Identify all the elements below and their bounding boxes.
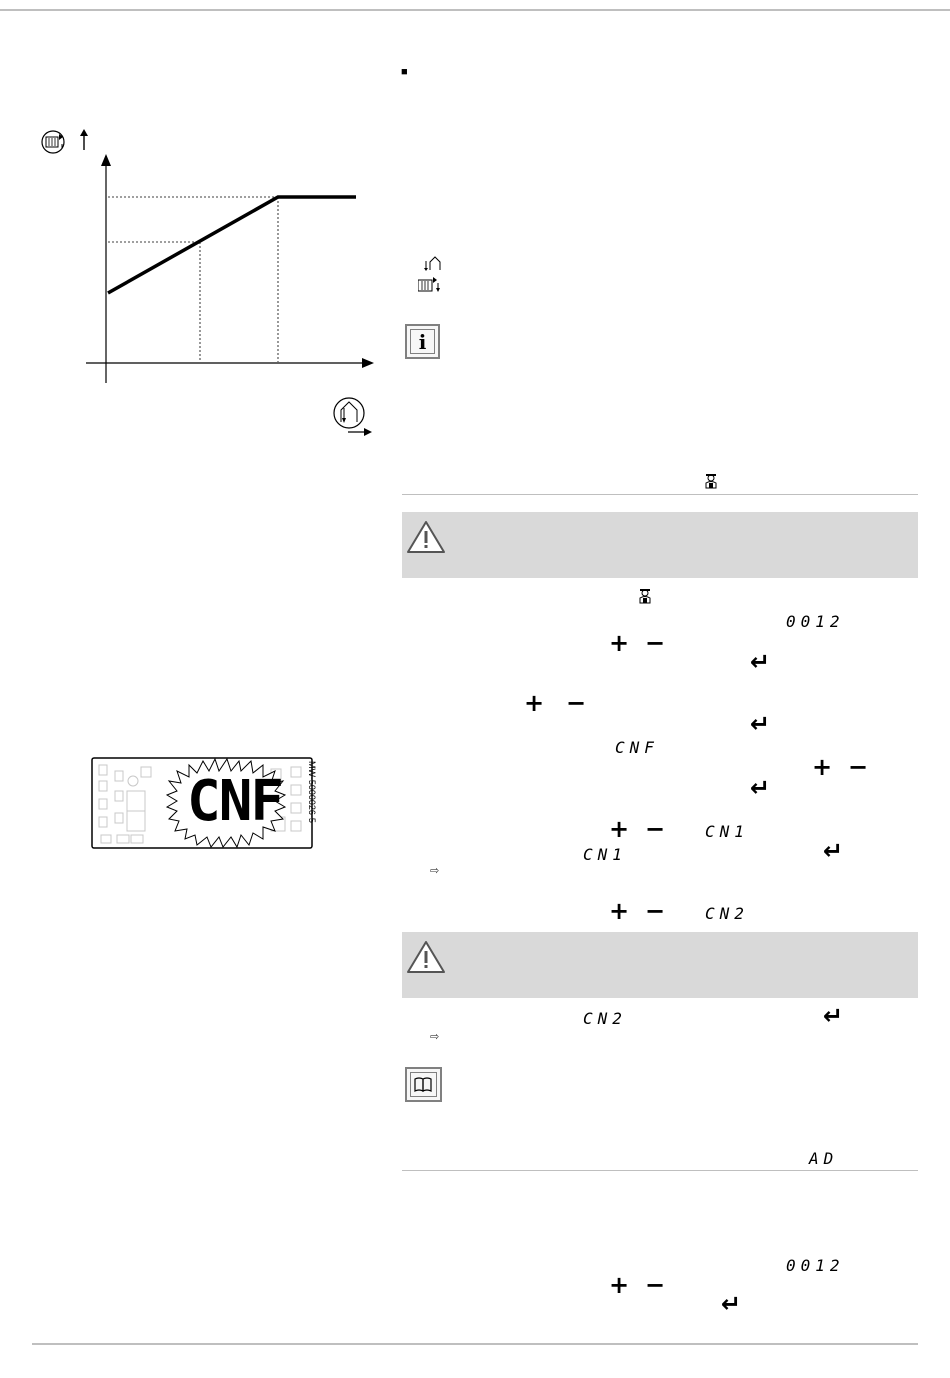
manual-box: [405, 1067, 442, 1102]
plus-button-symbol: +: [812, 753, 833, 781]
enter-button-symbol: ↵: [823, 837, 844, 865]
curve-legend-icons: [418, 255, 444, 293]
minus-button-symbol: −: [645, 1271, 666, 1299]
outdoor-sensor-icon: [424, 257, 440, 271]
section-divider-1: [402, 494, 918, 495]
code-0012: 0012: [786, 612, 845, 631]
warning-box-2: [402, 932, 918, 998]
figure-reference: MW-5000026-5: [307, 761, 317, 823]
minus-button-symbol: −: [566, 689, 587, 717]
display-cnf-text: CNF: [187, 769, 283, 834]
result-arrow-icon: ⇨: [430, 1030, 440, 1043]
info-box: [405, 324, 440, 359]
warning-icon: [406, 940, 446, 974]
warning-box-1: [402, 512, 918, 578]
book-icon: [410, 1072, 437, 1097]
minus-button-symbol: −: [645, 815, 666, 843]
top-rule: [0, 9, 950, 11]
enter-button-symbol: ↵: [750, 710, 771, 738]
enter-button-symbol: ↵: [721, 1290, 742, 1318]
radiator-flow-icon: [418, 277, 440, 292]
plus-button-symbol: +: [609, 815, 630, 843]
flow-temperature-icon: [42, 129, 88, 153]
plus-button-symbol: +: [609, 1271, 630, 1299]
enter-button-symbol: ↵: [823, 1002, 844, 1030]
info-icon: i: [410, 329, 435, 354]
plus-button-symbol: +: [524, 689, 545, 717]
result-arrow-icon: ⇨: [430, 864, 440, 877]
section-divider-2: [402, 1170, 918, 1171]
code-cn1: CN1: [705, 822, 749, 841]
enter-button-symbol: ↵: [750, 648, 771, 676]
minus-button-symbol: −: [645, 629, 666, 657]
code-cn2: CN2: [705, 904, 749, 923]
enter-button-symbol: ↵: [750, 774, 771, 802]
warning-icon: [406, 520, 446, 554]
outdoor-temperature-icon: [334, 398, 372, 436]
installer-icon: [703, 473, 719, 489]
minus-button-symbol: −: [645, 897, 666, 925]
section-bullet: ■: [401, 66, 408, 78]
code-cnf: CNF: [615, 738, 659, 757]
code-ad: AD: [809, 1149, 839, 1168]
bottom-rule: [32, 1343, 918, 1345]
heating-curve-figure: [36, 118, 381, 443]
code-cn2: CN2: [583, 1009, 627, 1028]
control-panel-display-figure: [91, 757, 328, 849]
installer-icon: [637, 588, 653, 604]
plus-button-symbol: +: [609, 629, 630, 657]
minus-button-symbol: −: [848, 753, 869, 781]
heating-curve-line: [108, 197, 356, 293]
code-cn1: CN1: [583, 845, 627, 864]
plus-button-symbol: +: [609, 897, 630, 925]
code-0012: 0012: [786, 1256, 845, 1275]
